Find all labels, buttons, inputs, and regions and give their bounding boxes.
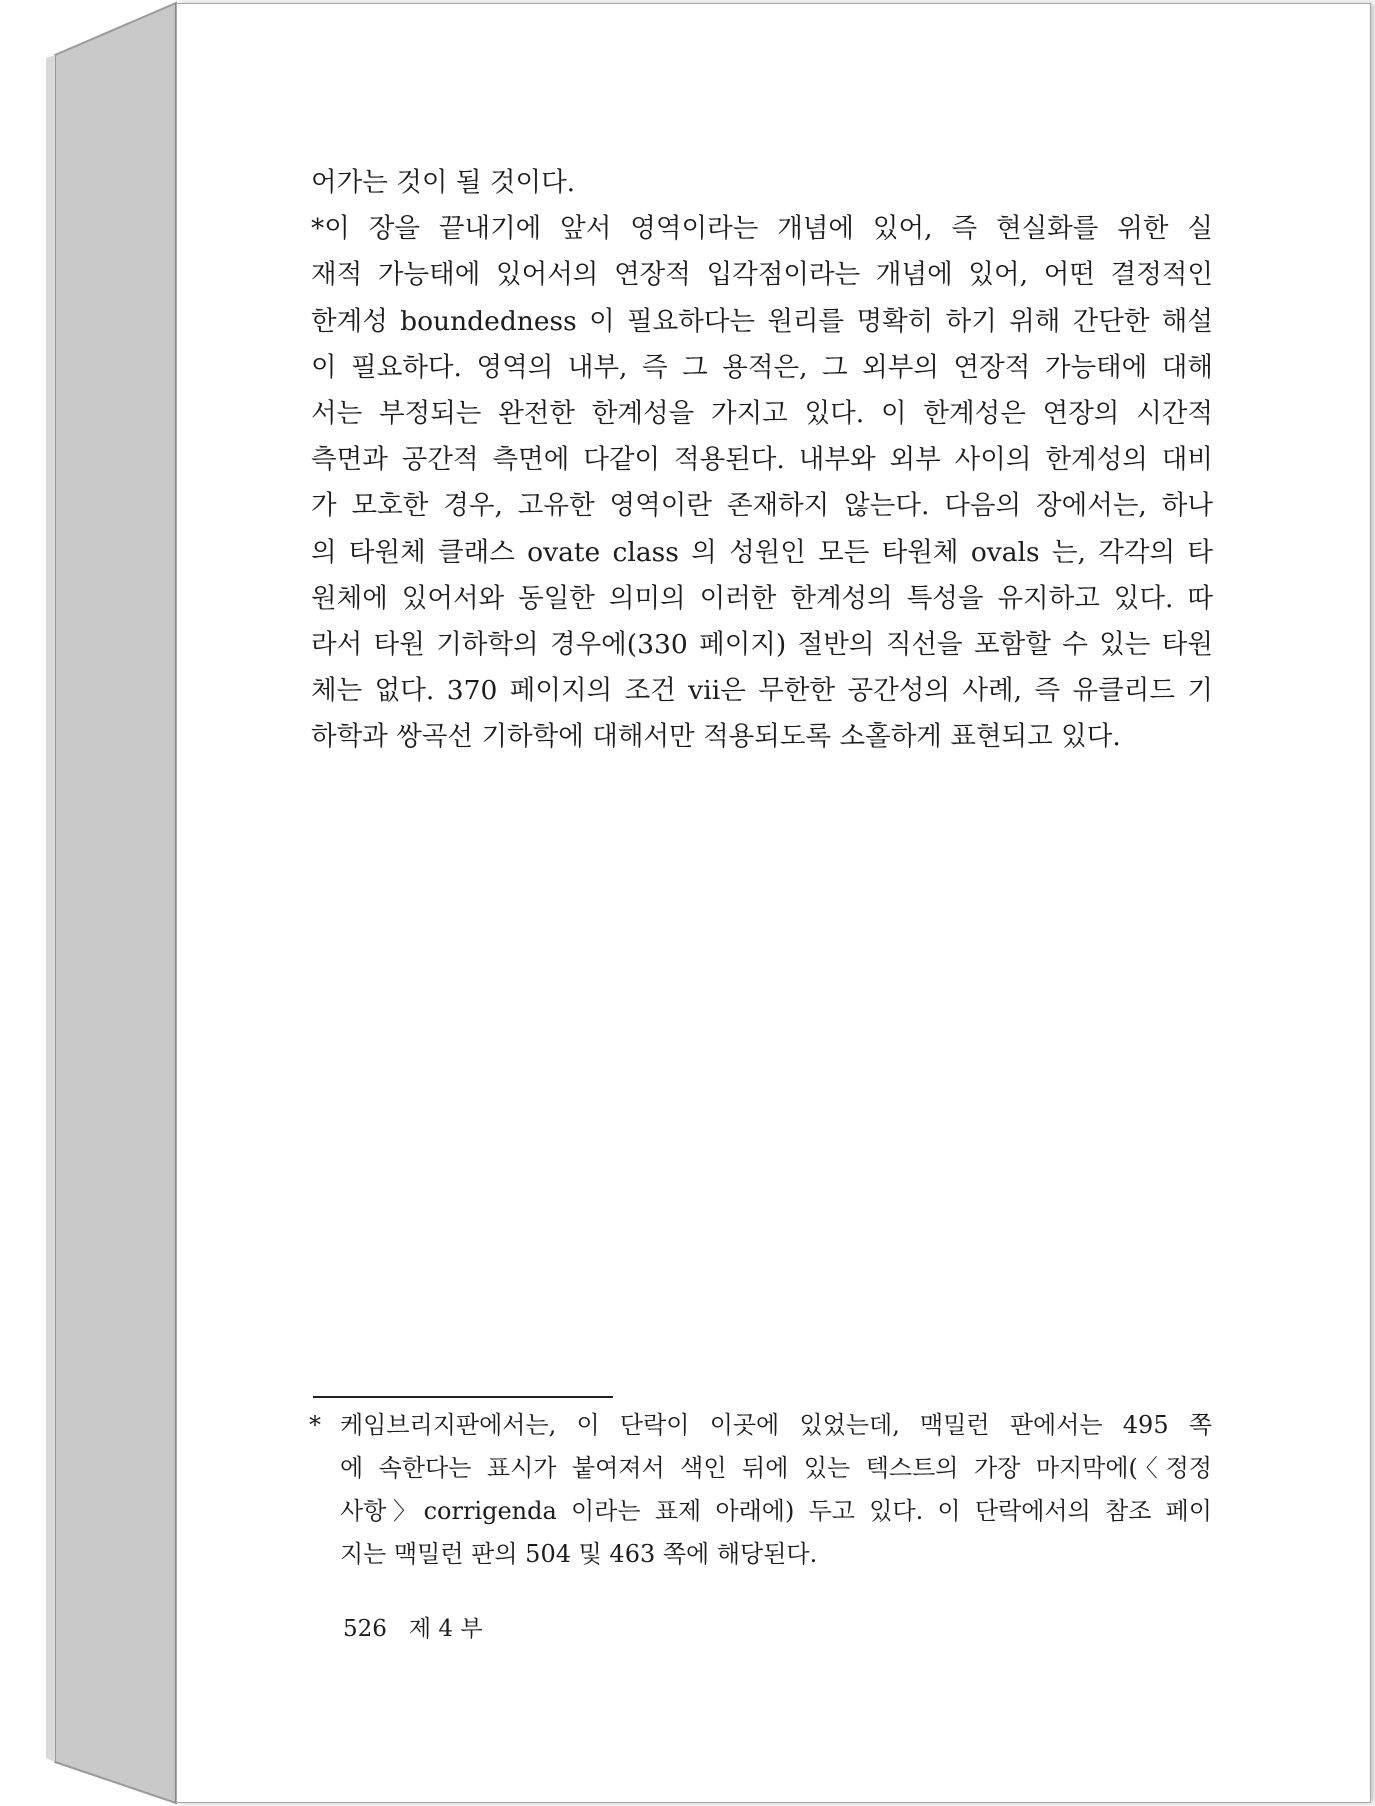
footnote-divider xyxy=(313,1396,613,1398)
body-text xyxy=(311,160,1213,760)
part-label: 제 4 부 xyxy=(408,1616,483,1642)
body-line: 서는 부정되는 완전한 한계성을 가지고 있다. 이 한계성은 연장의 시간적 xyxy=(311,397,1213,429)
body-line: 체는 없다. 370 페이지의 조건 vii은 무한한 공간성의 사례, 즉 유클리드 기 xyxy=(311,675,1213,707)
body-line: 이 필요하다. 영역의 내부, 즉 그 용적은, 그 외부의 연장적 가능태에 대해 xyxy=(311,351,1213,383)
body-line: 원체에 있어서와 동일한 의미의 이러한 한계성의 특성을 유지하고 있다. 따 xyxy=(311,582,1213,614)
body-line: 어가는 것이 될 것이다. xyxy=(311,167,576,198)
body-line: 라서 타원 기하학의 경우에(330 페이지) 절반의 직선을 포함할 수 있는 타원 xyxy=(311,628,1213,660)
footnote xyxy=(309,1404,1212,1576)
body-line: *이 장을 끝내기에 앞서 영역이라는 개념에 있어, 즉 현실화를 위한 실 xyxy=(311,213,1213,245)
body-line: 의 타원체 클래스 ovate class 의 성원인 모든 타원체 ovals 는, 각각의 타 xyxy=(311,536,1213,568)
body-line: 재적 가능태에 있어서의 연장적 입각점이라는 개념에 있어, 어떤 결정적인 xyxy=(311,259,1213,291)
page-footer xyxy=(343,1610,483,1643)
body-line: 측면과 공간적 측면에 다같이 적용된다. 내부와 외부 사이의 한계성의 대비 xyxy=(311,444,1213,476)
body-line: 가 모호한 경우, 고유한 영역이란 존재하지 않는다. 다음의 장에서는, 하나 xyxy=(311,490,1213,522)
footnote-line: 에 속한다는 표시가 붙여져서 색인 뒤에 있는 텍스트의 가장 마지막에(〈정정 xyxy=(340,1454,1212,1482)
footnote-line: 지는 맥밀런 판의 504 및 463 쪽에 해당된다. xyxy=(340,1540,818,1568)
page-number: 526 xyxy=(343,1616,387,1642)
footnote-line: 사항〉corrigenda 이라는 표제 아래에) 두고 있다. 이 단락에서의 참조 페이 xyxy=(340,1497,1212,1525)
footnote-line: 케임브리지판에서는, 이 단락이 이곳에 있었는데, 맥밀런 판에서는 495 쪽 xyxy=(340,1411,1212,1439)
body-line: 하학과 쌍곡선 기하학에 대해서만 적용되도록 소홀하게 표현되고 있다. xyxy=(311,721,1121,753)
footnote-mark: * xyxy=(309,1411,321,1439)
body-line: 한계성 boundedness 이 필요하다는 원리를 명확히 하기 위해 간단한 해설 xyxy=(311,305,1213,337)
